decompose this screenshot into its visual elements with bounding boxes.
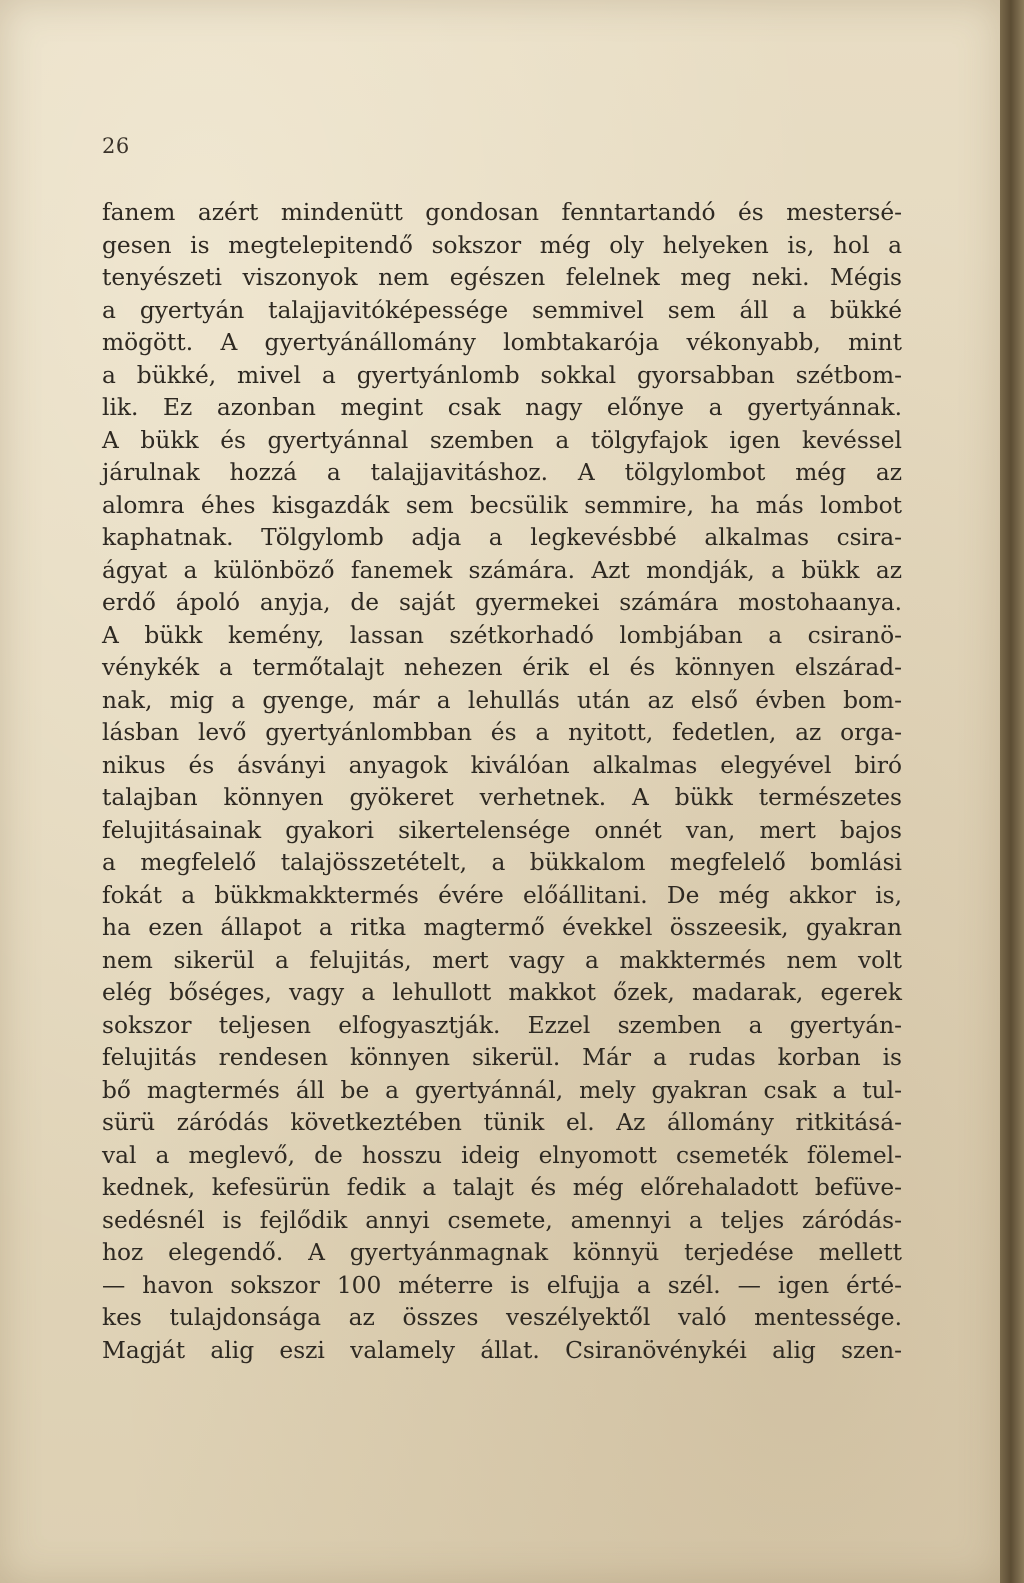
text-line: gesen is megtelepitendő sokszor még oly helyeken is, hol a	[102, 231, 902, 259]
text-line: val a meglevő, de hosszu ideig elnyomott csemeték fölemel-	[102, 1141, 902, 1169]
page-number: 26	[102, 134, 130, 158]
text-line: sedésnél is fejlődik annyi csemete, amennyi a teljes záródás-	[102, 1206, 902, 1234]
text-line: erdő ápoló anyja, de saját gyermekei számára mostohaanya.	[102, 589, 902, 616]
text-line: lásban levő gyertyánlombban és a nyitott, fedetlen, az orga-	[102, 719, 902, 746]
text-line: fanem azért mindenütt gondosan fenntartandó és mestersé-	[102, 199, 902, 226]
text-line: sürü záródás következtében tünik el. Az állomány ritkitásá-	[102, 1109, 902, 1136]
text-line: ágyat a különböző fanemek számára. Azt mondják, a bükk az	[102, 556, 902, 584]
text-line: Magját alig eszi valamely állat. Csiranövénykéi alig szen-	[102, 1336, 902, 1364]
text-line: A bükk kemény, lassan szétkorhadó lombjában a csiranö-	[102, 621, 902, 649]
text-line: elég bőséges, vagy a lehullott makkot őzek, madarak, egerek	[102, 979, 902, 1006]
text-line: járulnak hozzá a talajjavitáshoz. A tölgylombot még az	[102, 459, 902, 486]
text-line: alomra éhes kisgazdák sem becsülik semmire, ha más lombot	[102, 491, 902, 519]
text-line: a gyertyán talajjavitóképessége semmivel sem áll a bükké	[102, 296, 902, 324]
text-line: kednek, kefesürün fedik a talajt és még előrehaladott befüve-	[102, 1174, 902, 1201]
book-spine-edge	[1000, 0, 1024, 1583]
text-line: vénykék a termőtalajt nehezen érik el és könnyen elszárad-	[102, 654, 902, 681]
text-line: felujitás rendesen könnyen sikerül. Már a rudas korban is	[102, 1044, 902, 1071]
text-line: nem sikerül a felujitás, mert vagy a makktermés nem volt	[102, 946, 902, 974]
text-line: nak, mig a gyenge, már a lehullás után az első évben bom-	[102, 686, 902, 714]
text-line: bő magtermés áll be a gyertyánnál, mely gyakran csak a tul-	[102, 1076, 902, 1104]
text-line: A bükk és gyertyánnal szemben a tölgyfajok igen kevéssel	[102, 426, 902, 454]
text-line: a megfelelő talajösszetételt, a bükkalom megfelelő bomlási	[102, 849, 902, 876]
text-line: nikus és ásványi anyagok kiválóan alkalmas elegyével biró	[102, 751, 902, 779]
text-line: kes tulajdonsága az összes veszélyektől való mentessége.	[102, 1304, 902, 1331]
text-line: mögött. A gyertyánállomány lombtakarója vékonyabb, mint	[102, 329, 902, 356]
body-text	[102, 197, 902, 1367]
text-line: talajban könnyen gyökeret verhetnek. A bükk természetes	[102, 784, 902, 811]
text-line: ha ezen állapot a ritka magtermő évekkel összeesik, gyakran	[102, 914, 902, 941]
text-line: sokszor teljesen elfogyasztják. Ezzel szemben a gyertyán-	[102, 1011, 902, 1039]
text-line: hoz elegendő. A gyertyánmagnak könnyü terjedése mellett	[102, 1239, 902, 1266]
text-line: lik. Ez azonban megint csak nagy előnye a gyertyánnak.	[102, 394, 902, 421]
text-line: — havon sokszor 100 méterre is elfujja a szél. — igen érté-	[102, 1271, 902, 1299]
text-line: tenyészeti viszonyok nem egészen felelnek meg neki. Mégis	[102, 264, 902, 291]
text-line: felujitásainak gyakori sikertelensége onnét van, mert bajos	[102, 816, 902, 844]
text-line: fokát a bükkmakktermés évére előállitani. De még akkor is,	[102, 881, 902, 909]
text-line: kaphatnak. Tölgylomb adja a legkevésbbé alkalmas csira-	[102, 524, 902, 551]
text-line: a bükké, mivel a gyertyánlomb sokkal gyorsabban szétbom-	[102, 361, 902, 389]
